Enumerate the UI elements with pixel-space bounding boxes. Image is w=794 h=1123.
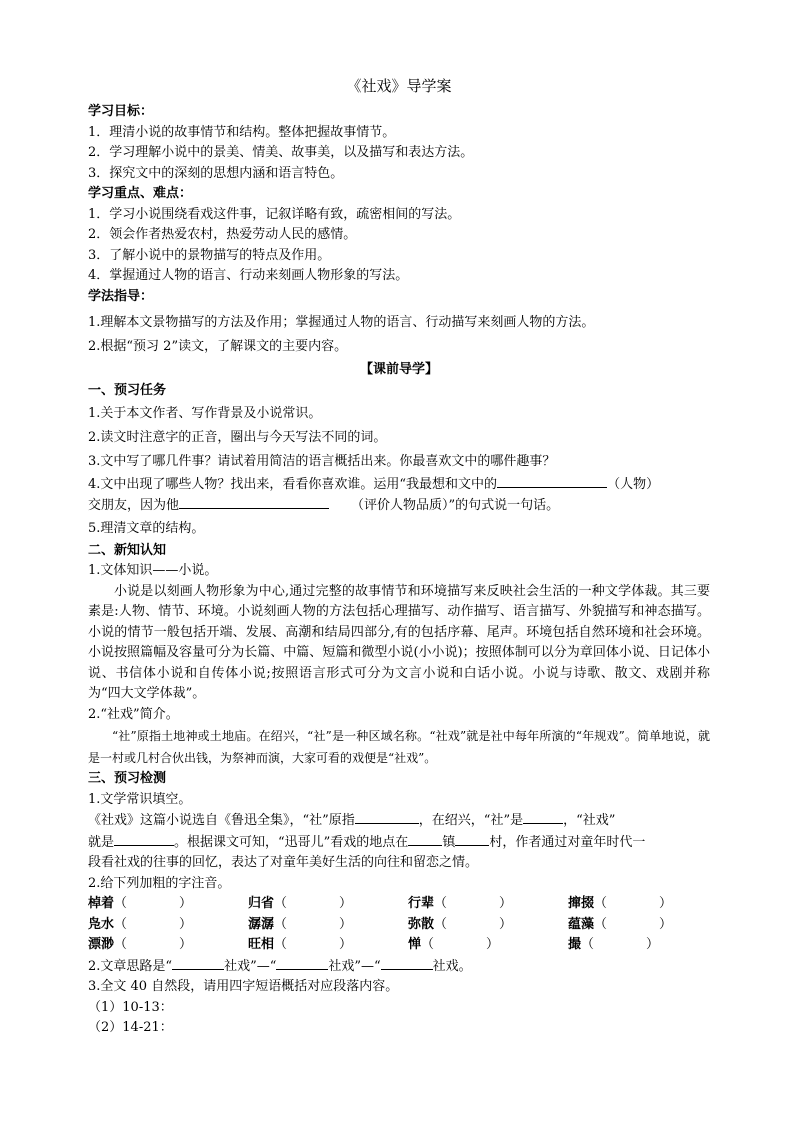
pinyin-word: 行辈 [408, 896, 435, 911]
task4-text: （评价人物品质）”的句式说一句话。 [351, 498, 560, 513]
fill-text: 社戏。 [432, 958, 472, 974]
pinyin-cell[interactable] [408, 935, 568, 956]
task-item: 5.理清文章的结构。 [88, 520, 205, 536]
check-item: 3.全文 40 自然段，请用四字短语概括对应段落内容。 [88, 979, 399, 994]
objective-item: 3．探究文中的深刻的思想内涵和语言特色。 [88, 165, 344, 181]
method-item: 2.根据“预习 2”读文，了解课文的主要内容。 [88, 339, 348, 354]
section2-heading: 二、新知认知 [88, 542, 167, 558]
pinyin-blank: （ ） [434, 896, 513, 911]
fill-text: 《社戏》这篇小说选自《鲁迅全集》，“社”原指 [88, 813, 355, 828]
literature-fill-line [88, 832, 710, 854]
pinyin-blank: （ ） [594, 896, 673, 911]
fill-blank[interactable] [497, 474, 607, 488]
pinyin-cell[interactable] [408, 894, 568, 915]
pinyin-cell[interactable] [568, 915, 710, 936]
fill-text: 村，作者通过对童年时代一 [489, 834, 646, 850]
pinyin-blank: （ ） [114, 916, 193, 932]
pinyin-word: 棹着 [88, 896, 115, 911]
objective-item: 1．理清小说的故事情节和结构。整体把握故事情节。 [88, 124, 396, 140]
fill-blank[interactable] [179, 495, 329, 509]
pinyin-word: 撮 [568, 937, 582, 952]
pinyin-cell[interactable] [248, 935, 408, 956]
method-heading: 学法指导： [88, 288, 154, 304]
fill-blank[interactable] [408, 832, 442, 846]
literature-fill-line: 段看社戏的往事的回忆，表达了对童年美好生活的向往和留恋之情。 [88, 855, 479, 870]
pinyin-blank: （ ） [581, 937, 660, 952]
knowledge-item: 2.“社戏”简介。 [88, 706, 179, 722]
method-item: 1.理解本文景物描写的方法及作用；掌握通过人物的语言、行动描写来刻画人物的方法。 [88, 315, 595, 330]
pinyin-grid [88, 894, 710, 956]
pinyin-blank: （ ） [274, 937, 353, 952]
objectives-heading: 学习目标： [88, 104, 154, 119]
pinyin-word: 惮 [408, 937, 422, 952]
task-item: 2.读文时注意字的正音，圈出与今天写法不同的词。 [88, 429, 387, 445]
pinyin-blank: （ ） [274, 896, 353, 911]
fill-blank[interactable] [276, 956, 328, 970]
check-item: 2.给下列加粗的字注音。 [88, 875, 231, 891]
pinyin-cell[interactable] [88, 915, 248, 936]
pinyin-cell[interactable] [88, 894, 248, 915]
objective-item: 2．学习理解小说中的景美、情美、故事美，以及描写和表达方法。 [88, 145, 474, 160]
pinyin-word: 旺相 [248, 937, 275, 952]
paragraph-range-item: （1）10-13： [88, 999, 173, 1015]
fill-text: 镇 [442, 834, 456, 850]
shexi-paragraph: “社”原指土地神或土地庙。在绍兴，“社”是一种区域名称。“社戏”就是社中每年所演的“年规戏”。简单地说，就是一村或几村合伙出钱，为祭神而演，大家可看的戏便是“社戏”。 [88, 729, 710, 765]
keypoint-item: 1．学习小说围绕看戏这件事，记叙详略有致，疏密相间的写法。 [88, 206, 461, 222]
keypoints-heading: 学习重点、难点： [88, 186, 193, 201]
fill-blank[interactable] [523, 810, 563, 824]
pinyin-word: 凫水 [88, 916, 115, 932]
check-item: 1.文学常识填空。 [88, 791, 192, 807]
fill-text: 2.文章思路是“ [88, 958, 173, 974]
pinyin-word: 漂渺 [88, 937, 115, 952]
fill-blank[interactable] [381, 956, 433, 970]
task4-text: 交朋友，因为他 [88, 498, 180, 513]
keypoint-item: 4．掌握通过人物的语言、行动来刻画人物形象的写法。 [88, 268, 409, 283]
fill-blank[interactable] [455, 832, 489, 846]
page-title: 《社戏》导学案 [346, 77, 452, 95]
fill-text: 。根据课文可知，“迅哥儿”看戏的地点在 [174, 834, 409, 850]
pinyin-word: 蕴藻 [568, 916, 595, 932]
section3-heading: 三、预习检测 [88, 771, 167, 786]
task-item-4 [88, 474, 710, 496]
pinyin-blank: （ ） [274, 916, 353, 932]
fill-text: ，在绍兴，“社”是 [418, 813, 524, 828]
keypoint-item: 2．领会作者热爱农村，热爱劳动人民的感情。 [88, 227, 357, 242]
pinyin-word: 撺掇 [568, 896, 595, 911]
fill-text: 就是 [88, 834, 115, 850]
fill-text: ，“社戏” [563, 813, 616, 828]
fill-blank[interactable] [355, 810, 419, 824]
pinyin-word: 弥散 [408, 916, 435, 932]
novel-paragraph: 小说是以刻画人物形象为中心,通过完整的故事情节和环境描写来反映社会生活的一种文学体裁。其三要素是:人物、情节、环境。小说刻画人物的方法包括心理描写、动作描写、语言描写、外貌描写和神态描写。小说的情节一般包括开端、发展、高潮和结局四部分,有的包括序幕、尾声。环境包括自然环境和社会环境。小说按照篇幅及容量可分为长篇、中篇、短篇和微型小说(小小说)；按照体制可以分为章回体小说、日记体小说、书信体小说和自传体小说;按照语言形式可分为文言小说和白话小说。小说与诗歌、散文、戏剧并称为“四大文学体裁”。 [88, 583, 710, 701]
pinyin-cell[interactable] [248, 894, 408, 915]
pinyin-blank: （ ） [421, 937, 500, 952]
task4-text: 4.文中出现了哪些人物？找出来，看看你喜欢谁。运用“我最想和文中的 [88, 476, 498, 492]
pinyin-cell[interactable] [568, 894, 710, 915]
pinyin-cell[interactable] [88, 935, 248, 956]
fill-text: 社戏”—“ [224, 958, 277, 974]
fill-blank[interactable] [114, 832, 174, 846]
pinyin-blank: （ ） [594, 916, 673, 932]
knowledge-item: 1.文体知识——小说。 [88, 563, 218, 578]
pinyin-cell[interactable] [568, 935, 710, 956]
pinyin-blank: （ ） [114, 896, 193, 911]
task-item: 3.文中写了哪几件事？请试着用简洁的语言概括出来。你最喜欢文中的哪件趣事？ [88, 453, 556, 469]
pinyin-blank: （ ） [434, 916, 513, 932]
section1-heading: 一、预习任务 [88, 383, 167, 398]
worksheet-page [88, 76, 710, 1039]
pinyin-word: 归省 [248, 896, 275, 911]
task-item-4-cont [88, 495, 710, 517]
literature-fill-line [88, 810, 710, 832]
paragraph-range-item: （2）14-21： [88, 1020, 173, 1035]
fill-text: 社戏”—“ [328, 958, 381, 974]
task4-text: （人物） [607, 476, 660, 492]
task-item: 1.关于本文作者、写作背景及小说常识。 [88, 405, 322, 421]
keypoint-item: 3．了解小说中的景物描写的特点及作用。 [88, 247, 331, 263]
pinyin-blank: （ ） [114, 937, 193, 952]
pinyin-cell[interactable] [248, 915, 408, 936]
pinyin-cell[interactable] [408, 915, 568, 936]
structure-fill-line [88, 956, 710, 978]
fill-blank[interactable] [172, 956, 224, 970]
pinyin-word: 潺潺 [248, 916, 275, 932]
preclass-heading: 【课前导学】 [359, 362, 438, 377]
